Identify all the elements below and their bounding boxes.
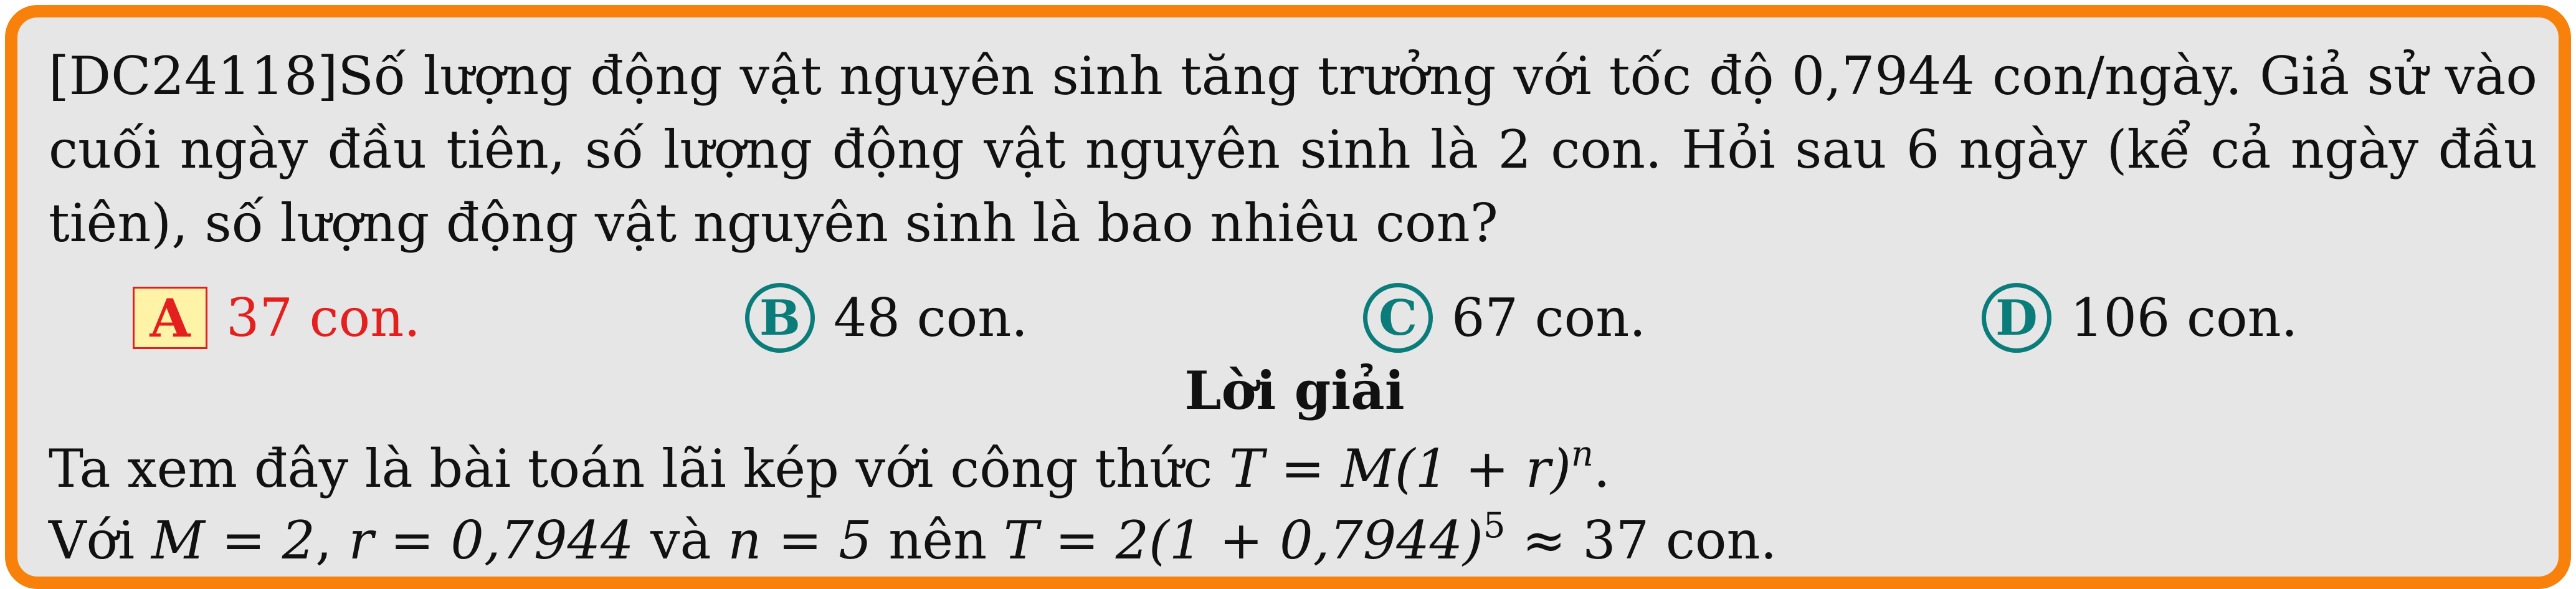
question-card	[5, 5, 2571, 589]
solution-line-2	[49, 505, 1777, 571]
solution-line-1	[49, 434, 1610, 499]
option-c-label: C	[1363, 283, 1433, 353]
solution-line-2-prefix: Với	[49, 510, 151, 571]
formula-computation: T = 2(1 + 0,7944)	[1003, 510, 1483, 571]
option-d-label: D	[1982, 283, 2051, 353]
solution-result: ≈ 37 con.	[1505, 510, 1777, 571]
answer-options	[49, 284, 2540, 358]
conjunction-then: nên	[872, 510, 1004, 571]
formula-compound-interest: T = M(1 + r)	[1229, 438, 1571, 499]
option-d-text: 106 con.	[2070, 287, 2298, 348]
option-b[interactable]	[745, 284, 1028, 352]
question-line-2: cuối ngày đầu tiên, số lượng động vật nguyên sinh là 2 con. Hỏi sau 6 ngày (kể cả ngày đầu	[49, 119, 2537, 180]
value-n: n = 5	[728, 510, 872, 571]
question-line-1: [DC24118]Số lượng động vật nguyên sinh tăng trưởng với tốc độ 0,7944 con/ngày. Giả sử vào	[49, 45, 2537, 107]
value-r: r = 0,7944	[348, 510, 634, 571]
solution-heading: Lời giải	[1184, 360, 1405, 421]
option-b-label: B	[745, 283, 815, 353]
formula-exponent-n: n	[1571, 434, 1594, 474]
option-b-text: 48 con.	[834, 287, 1029, 348]
formula-exponent-5: 5	[1483, 505, 1506, 546]
solution-line-1-suffix: .	[1593, 438, 1610, 499]
separator-comma: ,	[315, 510, 349, 571]
option-d[interactable]	[1982, 284, 2298, 352]
question-line-3: tiên), số lượng động vật nguyên sinh là bao nhiêu con?	[49, 193, 1498, 254]
solution-line-1-prefix: Ta xem đây là bài toán lãi kép với công thức	[49, 438, 1230, 499]
option-c-text: 67 con.	[1452, 287, 1647, 348]
option-a[interactable]	[133, 284, 421, 352]
conjunction-and: và	[634, 510, 728, 571]
option-a-text: 37 con.	[226, 287, 421, 348]
option-c[interactable]	[1363, 284, 1646, 352]
option-a-label: A	[133, 287, 207, 349]
value-m: M = 2	[151, 510, 316, 571]
